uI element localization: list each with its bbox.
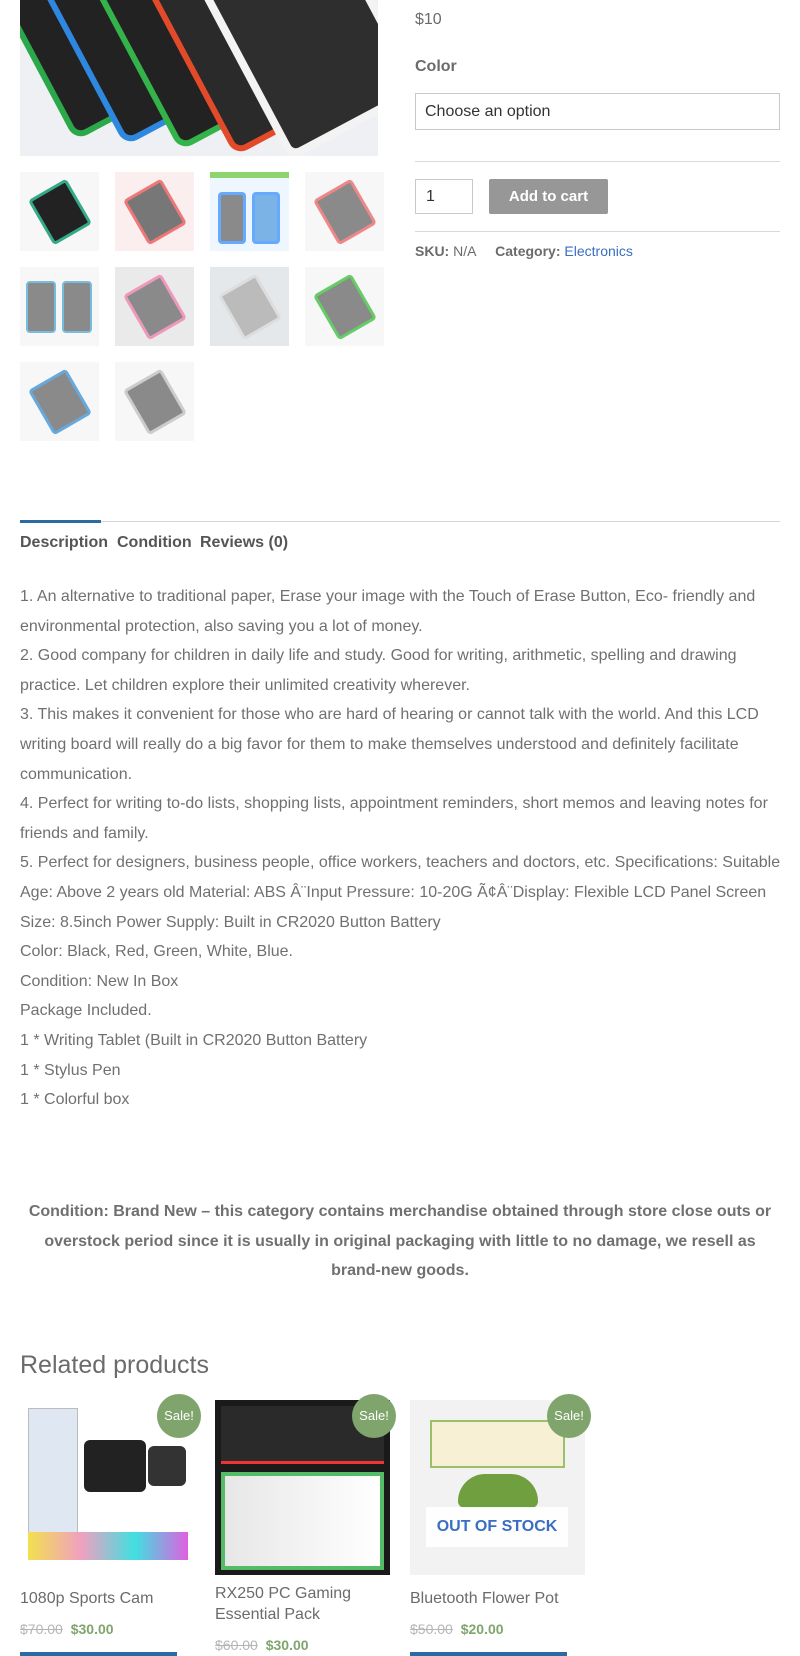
keyboard-graphic — [221, 1472, 384, 1570]
thumbnail-graphic — [28, 368, 92, 435]
thumbnail-graphic — [26, 281, 56, 333]
thumbnail-graphic — [218, 192, 246, 244]
description-paragraph: 3. This makes it convenient for those who are hard of hearing or cannot talk with the world. And this LCD writing board will really do a big favor for them to make themselves understood and definitely facilitate communication. — [20, 706, 759, 783]
description-paragraph: Condition: New In Box — [20, 972, 179, 990]
related-product-card[interactable] — [215, 1400, 400, 1656]
description-content — [20, 582, 782, 1115]
thumbnail-9[interactable] — [20, 362, 99, 441]
thumbnail-graphic — [218, 273, 282, 340]
description-paragraph: 2. Good company for children in daily life and study. Good for writing, arithmetic, spelling and drawing practice. Let children explore their unlimited creativity wherever. — [20, 647, 737, 694]
thumbnail-graphic — [123, 368, 187, 435]
description-paragraph: 1 * Writing Tablet (Built in CR2020 Button Battery — [20, 1031, 368, 1049]
quantity-input[interactable]: 1 — [415, 179, 473, 214]
sale-price: $30.00 — [70, 1621, 114, 1637]
description-paragraph: 1 * Stylus Pen — [20, 1061, 121, 1079]
related-product-card[interactable] — [410, 1400, 595, 1656]
sku-value: N/A — [453, 243, 476, 259]
old-price: $60.00 — [215, 1637, 258, 1653]
description-paragraph: Package Included. — [20, 1002, 152, 1020]
thumbnail-graphic — [313, 178, 377, 245]
old-price: $50.00 — [410, 1621, 453, 1637]
thumbnail-7[interactable] — [210, 267, 289, 346]
tabs-divider — [20, 521, 780, 522]
camera-graphic — [84, 1440, 146, 1492]
color-label: Color — [415, 58, 457, 75]
product-name[interactable]: Bluetooth Flower Pot — [410, 1590, 559, 1607]
category-label: Category: — [495, 243, 561, 259]
product-prices — [215, 1637, 309, 1653]
tab-reviews[interactable]: Reviews (0) — [200, 534, 289, 551]
sale-badge: Sale! — [157, 1394, 201, 1438]
product-prices — [20, 1621, 114, 1637]
thumbnail-4[interactable] — [305, 172, 384, 251]
sale-price: $30.00 — [265, 1637, 309, 1653]
thumbnail-2[interactable] — [115, 172, 194, 251]
product-name[interactable]: RX250 PC Gaming Essential Pack — [215, 1585, 352, 1623]
related-product-card[interactable] — [20, 1400, 205, 1656]
thumbnail-graphic — [313, 273, 377, 340]
tab-condition[interactable]: Condition — [117, 534, 192, 551]
tab-description[interactable]: Description — [20, 534, 109, 551]
accessories-graphic — [28, 1532, 188, 1560]
sale-badge: Sale! — [547, 1394, 591, 1438]
description-paragraph: 4. Perfect for writing to-do lists, shopping lists, appointment reminders, short memos and leaving notes for friends and family. — [20, 795, 768, 842]
thumbnail-graphic — [252, 192, 280, 244]
description-paragraph: Color: Black, Red, Green, White, Blue. — [20, 943, 293, 961]
related-products-title: Related products — [20, 1351, 210, 1379]
condition-note: Condition: Brand New – this category contains merchandise obtained through store close outs or overstock period since it is usually in original packaging with little to no damage, we resell as brand-new goods. — [28, 1203, 772, 1280]
tab-active-indicator — [20, 520, 101, 523]
thumbnail-10[interactable] — [115, 362, 194, 441]
thumbnail-1[interactable] — [20, 172, 99, 251]
product-main-image[interactable] — [20, 0, 378, 156]
description-paragraph: 5. Perfect for designers, business people, office workers, teachers and doctors, etc. Specifications: Suitable Age: Above 2 years old Material: ABS Â¨Input Pressure: 10-20G Ã¢Â¨Display: Flexible LCD Panel Screen Size: 8.5inch Power Supply: Built in CR2020 Button Battery — [20, 854, 781, 931]
color-select[interactable]: Choose an option — [415, 93, 780, 130]
product-price: $10 — [415, 11, 442, 28]
thumbnail-graphic — [62, 281, 92, 333]
add-to-cart-button[interactable] — [410, 1652, 567, 1656]
add-to-cart-button[interactable] — [20, 1652, 177, 1656]
camera-graphic — [148, 1446, 186, 1486]
thumbnail-graphic — [123, 178, 187, 245]
divider — [415, 231, 780, 232]
divider — [415, 161, 780, 162]
category-link[interactable]: Electronics — [564, 243, 633, 259]
sale-badge: Sale! — [352, 1394, 396, 1438]
sku-label: SKU: — [415, 243, 450, 259]
product-name[interactable]: 1080p Sports Cam — [20, 1590, 154, 1607]
thumbnail-graphic — [28, 178, 92, 245]
thumbnail-8[interactable] — [305, 267, 384, 346]
description-paragraph: 1 * Colorful box — [20, 1091, 130, 1109]
thumbnail-5[interactable] — [20, 267, 99, 346]
thumbnail-graphic — [123, 273, 187, 340]
old-price: $70.00 — [20, 1621, 63, 1637]
plant-graphic — [458, 1474, 538, 1508]
product-meta — [415, 243, 633, 259]
out-of-stock-label: OUT OF STOCK — [426, 1507, 568, 1547]
thumbnail-6[interactable] — [115, 267, 194, 346]
add-to-cart-button[interactable]: Add to cart — [489, 179, 608, 214]
flowerpot-box-graphic — [430, 1420, 565, 1468]
thumbnail-3[interactable] — [210, 172, 289, 251]
product-prices — [410, 1621, 504, 1637]
sale-price: $20.00 — [460, 1621, 504, 1637]
description-paragraph: 1. An alternative to traditional paper, Erase your image with the Touch of Erase Button, Eco- friendly and environmental protection, also saving you a lot of money. — [20, 588, 756, 635]
